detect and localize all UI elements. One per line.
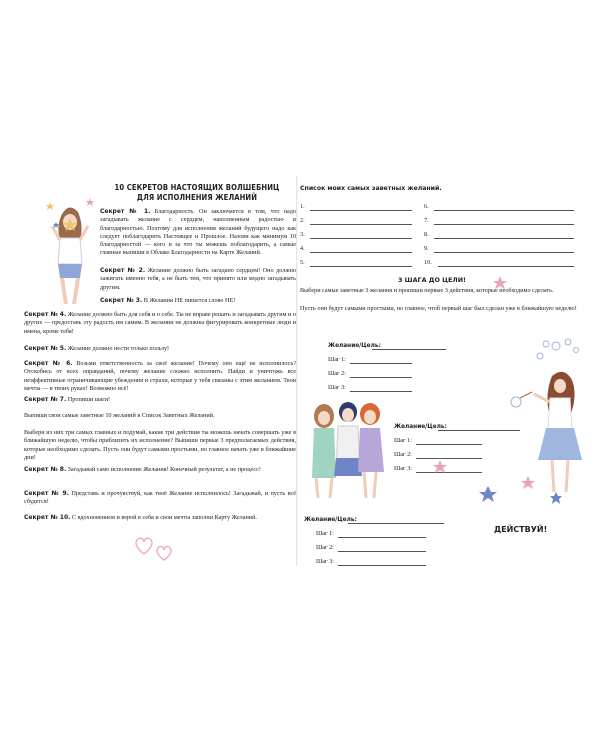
step-label: Шаг 1: bbox=[394, 437, 412, 444]
hearts-decoration bbox=[132, 532, 180, 562]
steps-title: 3 ШАГА ДО ЦЕЛИ! bbox=[398, 276, 466, 284]
wish-number: 3. bbox=[300, 231, 305, 238]
secret-text: В Желании НЕ пишется слово НЕ! bbox=[143, 297, 236, 304]
secret-text: Благодарность. Он заключается в том, что надо загадывать желание с сердцем, наполненным радостью и благодарностью. Поэтому для исполнения желаний будущего надо как следует поблагодарить Настоящее и Прошлое. Назови как минимум 10 благодарностей — кого и за что ты можешь поблагодарить, а самые главные выпиши в Облако Благодарности на Карте Желаний. bbox=[100, 208, 296, 257]
secret-8 bbox=[24, 466, 296, 474]
wish-line-1[interactable] bbox=[300, 203, 412, 210]
left-page bbox=[14, 180, 296, 560]
sparkle-stars-decoration bbox=[42, 192, 102, 232]
secret-label: Секрет № 8. bbox=[24, 466, 67, 473]
wish-number: 10. bbox=[424, 259, 432, 266]
secret-label: Секрет № 4. bbox=[24, 311, 67, 318]
secret-6 bbox=[24, 360, 296, 393]
writing-line bbox=[310, 266, 412, 267]
step-field[interactable] bbox=[394, 437, 412, 444]
writing-line bbox=[338, 565, 426, 566]
writing-line bbox=[310, 238, 412, 239]
secret-label: Секрет № 1. bbox=[100, 208, 151, 215]
writing-line bbox=[350, 377, 412, 378]
goal-label: Желание/Цель: bbox=[394, 424, 447, 430]
writing-line bbox=[350, 391, 412, 392]
step-label: Шаг 1: bbox=[316, 530, 334, 537]
writing-line bbox=[434, 210, 574, 211]
writing-line bbox=[350, 363, 412, 364]
writing-line bbox=[348, 523, 444, 524]
instruction-steps: Выбери из них три самых главных и подумай, какие три действия ты можешь начать совершать уже в ближайшую неделю, чтобы приблизить их исполнение? Выпиши первые 3 предполагаемых действия, которые необходимо сделать. Пусть они будут самыми простыми, но главное начать уже в ближайшие дни! bbox=[24, 429, 296, 461]
wish-line-9[interactable] bbox=[424, 245, 574, 252]
secret-9 bbox=[24, 490, 296, 507]
writing-line bbox=[310, 224, 412, 225]
wish-line-3[interactable] bbox=[300, 231, 412, 238]
small-star-icon bbox=[492, 275, 508, 291]
wish-number: 7. bbox=[424, 217, 429, 224]
step-field[interactable] bbox=[394, 451, 412, 458]
secret-text: Желание должно быть для себя и о себе. Ты не вправе решать и загадывать другим и о других — предоставь эту радость им самим. В желании не должны фигурировать конкретные люди и имена, кроме тебя! bbox=[24, 311, 296, 335]
secret-label: Секрет № 3. bbox=[100, 297, 143, 304]
writing-line bbox=[434, 252, 574, 253]
goal-label: Желание/Цель: bbox=[304, 517, 357, 523]
writing-line bbox=[338, 551, 426, 552]
writing-line bbox=[310, 252, 412, 253]
step-field[interactable] bbox=[328, 384, 346, 391]
wish-line-2[interactable] bbox=[300, 217, 412, 224]
step-field[interactable] bbox=[328, 356, 346, 363]
writing-line bbox=[416, 444, 482, 445]
wish-line-6[interactable] bbox=[424, 203, 574, 210]
step-field[interactable] bbox=[328, 370, 346, 377]
three-girls-illustration bbox=[304, 398, 390, 498]
wish-number: 5. bbox=[300, 259, 305, 266]
writing-line bbox=[310, 210, 412, 211]
wish-number: 1. bbox=[300, 203, 305, 210]
step-label: Шаг 3: bbox=[394, 465, 412, 472]
wish-line-5[interactable] bbox=[300, 259, 412, 266]
secret-text: Пропиши шаги! bbox=[67, 396, 111, 403]
wish-number: 6. bbox=[424, 203, 429, 210]
writing-line bbox=[438, 266, 574, 267]
step-label: Шаг 2: bbox=[328, 370, 346, 377]
secret-text: С вдохновением и верой в себя и свои мечты заполни Карту Желаний. bbox=[71, 514, 257, 521]
goal-field[interactable] bbox=[304, 516, 357, 523]
writing-line bbox=[434, 224, 574, 225]
secret-5 bbox=[24, 345, 296, 353]
wish-line-4[interactable] bbox=[300, 245, 412, 252]
secret-text: Желание должно нести только пользу! bbox=[67, 345, 170, 352]
secret-label: Секрет № 2. bbox=[100, 267, 146, 274]
instruction-list: Выпиши свои самые заветные 10 желаний в Список Заветных Желаний. bbox=[24, 412, 215, 419]
step-field[interactable] bbox=[316, 558, 334, 565]
secret-3 bbox=[100, 297, 296, 305]
steps-instruction-1: Выбери самые заветные 3 желания и пропиши первые 3 действия, которые необходимо сделать. bbox=[300, 287, 554, 294]
goal-field[interactable] bbox=[328, 342, 381, 349]
title-line-1: 10 СЕКРЕТОВ НАСТОЯЩИХ ВОЛШЕБНИЦ bbox=[114, 183, 280, 192]
step-field[interactable] bbox=[394, 465, 412, 472]
wish-number: 9. bbox=[424, 245, 429, 252]
secret-label: Секрет № 9. bbox=[24, 490, 70, 497]
secret-1 bbox=[100, 208, 296, 258]
wish-number: 2. bbox=[300, 217, 305, 224]
step-label: Шаг 2: bbox=[316, 544, 334, 551]
wish-line-8[interactable] bbox=[424, 231, 574, 238]
secret-2 bbox=[100, 267, 296, 292]
stars-decoration bbox=[428, 456, 568, 516]
step-field[interactable] bbox=[316, 544, 334, 551]
writing-line bbox=[338, 537, 426, 538]
secret-4 bbox=[24, 311, 296, 336]
step-label: Шаг 3: bbox=[316, 558, 334, 565]
wish-line-10[interactable] bbox=[424, 259, 574, 266]
secret-text: Загадывай само исполнение Желания! Конечный результат, а не процесс! bbox=[67, 466, 261, 473]
writing-line bbox=[372, 349, 446, 350]
secret-label: Секрет № 6. bbox=[24, 360, 73, 367]
wish-number: 4. bbox=[300, 245, 305, 252]
steps-instruction-2: Пусть они будут самыми простыми, но главное, чтоб первый шаг был сделан уже в ближайшую неделю! bbox=[300, 305, 577, 312]
right-page bbox=[298, 180, 594, 565]
secret-label: Секрет № 10. bbox=[24, 514, 71, 521]
writing-line bbox=[434, 238, 574, 239]
goal-field[interactable] bbox=[394, 423, 447, 430]
secret-text: Желание должно быть загадано сердцем! Оно должно зажигать именно тебя, а не быть тем, что принято или модно загадывать другим. bbox=[100, 267, 296, 291]
goal-label: Желание/Цель: bbox=[328, 343, 381, 349]
action-call: ДЕЙСТВУЙ! bbox=[494, 525, 548, 534]
secret-10 bbox=[24, 514, 296, 522]
title-line-2: ДЛЯ ИСПОЛНЕНИЯ ЖЕЛАНИЙ bbox=[136, 193, 258, 202]
wish-number: 8. bbox=[424, 231, 429, 238]
secret-7 bbox=[24, 396, 296, 404]
secret-label: Секрет № 5. bbox=[24, 345, 67, 352]
secret-label: Секрет № 7. bbox=[24, 396, 67, 403]
step-field[interactable] bbox=[316, 530, 334, 537]
wish-list-title: Список моих самых заветных желаний. bbox=[300, 185, 442, 192]
step-label: Шаг 3: bbox=[328, 384, 346, 391]
wish-line-7[interactable] bbox=[424, 217, 574, 224]
writing-line bbox=[438, 430, 520, 431]
secret-text: Представь и прочувствуй, как твоё Желание исполнилось! Загадывай, и пусть всё сбудется! bbox=[24, 490, 297, 506]
step-label: Шаг 2: bbox=[394, 451, 412, 458]
step-label: Шаг 1: bbox=[328, 356, 346, 363]
secret-text: Возьми ответственность за своё желание! Почему оно ещё не исполнилось? Отскобись от всех оправданий, почему желание сложно исполнить. Найди и уничтожь все неэффективные ограничивающие убеждения и страхи, которые у тебя связаны с этим желанием. Твои мечты — в твоих руках! Возможно всё! bbox=[24, 360, 296, 392]
secrets-title bbox=[112, 183, 282, 203]
